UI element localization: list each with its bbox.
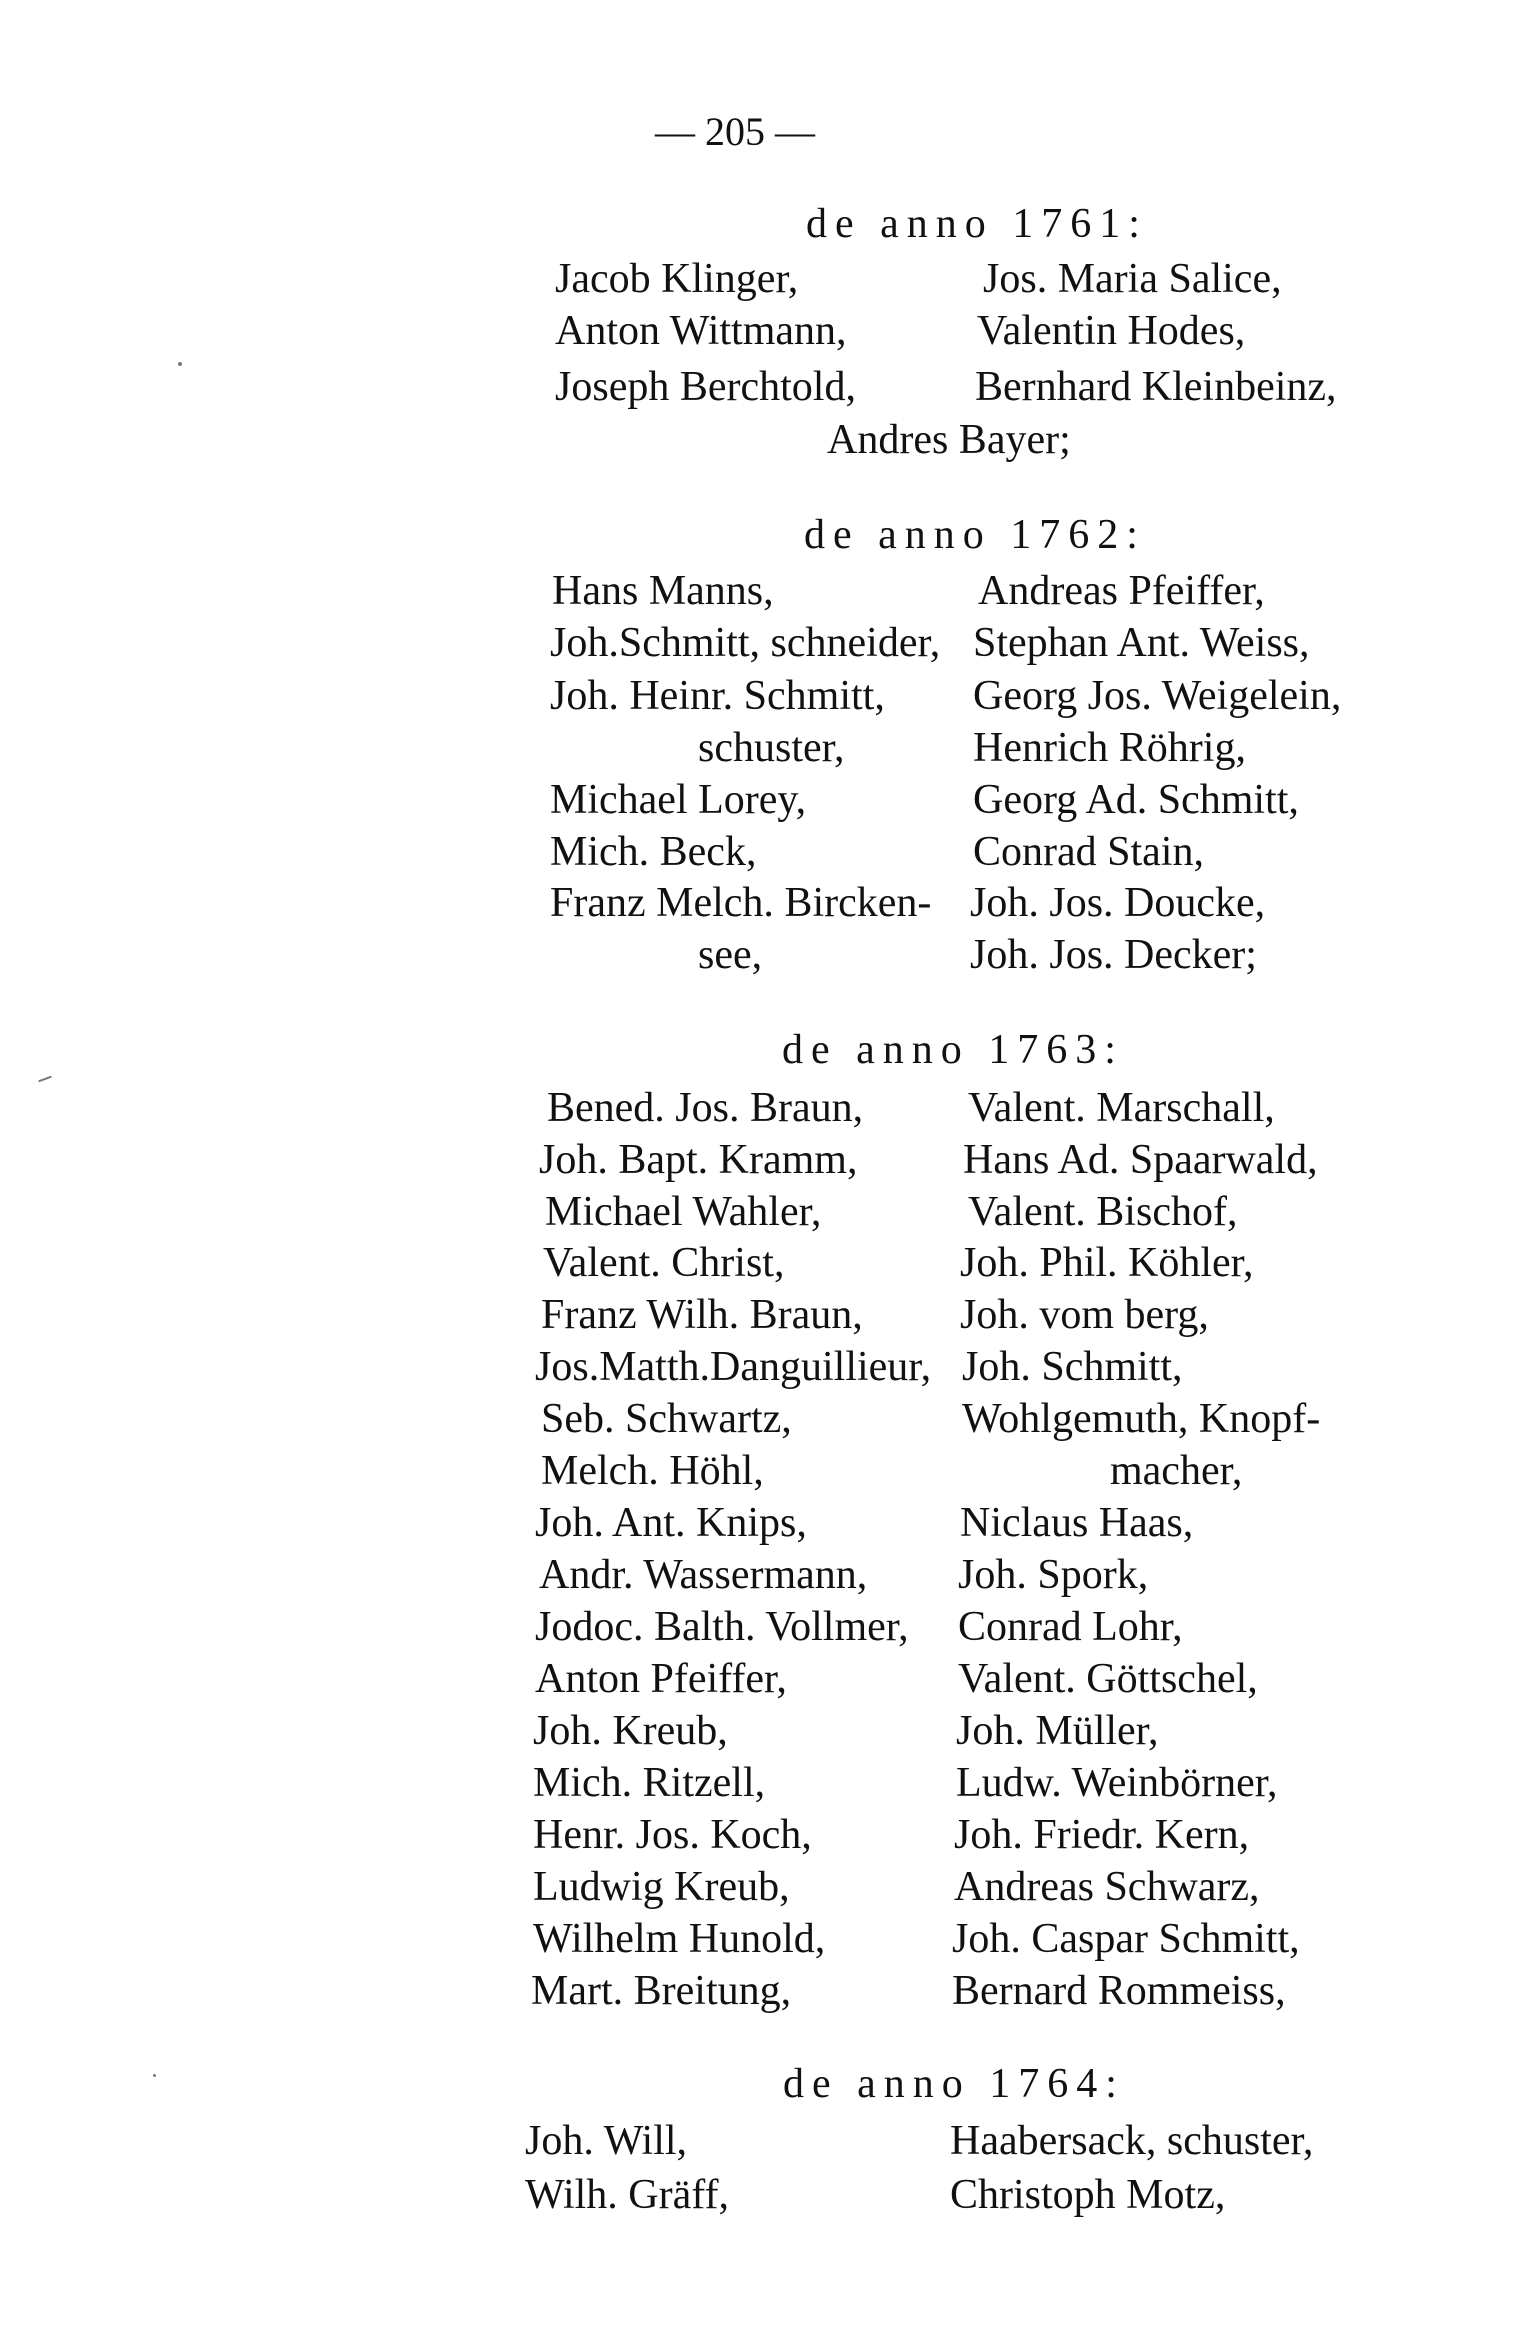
name-entry: Joh. vom berg,: [960, 1292, 1209, 1338]
scan-speck: [178, 362, 182, 366]
name-entry: Wilh. Gräff,: [525, 2172, 729, 2218]
name-entry: Andreas Pfeiffer,: [978, 568, 1265, 614]
name-entry: Valent. Marschall,: [968, 1085, 1275, 1131]
name-entry: Joh. Jos. Doucke,: [970, 880, 1266, 926]
name-entry: Joh. Ant. Knips,: [535, 1500, 807, 1546]
name-entry: Mart. Breitung,: [531, 1968, 792, 2014]
name-entry: Bened. Jos. Braun,: [547, 1085, 864, 1131]
name-entry: macher,: [1110, 1448, 1243, 1494]
section-heading-1764: de anno 1764:: [783, 2061, 1125, 2107]
name-entry: Joh. Kreub,: [533, 1708, 728, 1754]
name-entry: Valent. Christ,: [543, 1240, 785, 1286]
scan-speck: [153, 2074, 156, 2077]
name-entry: Haabersack, schuster,: [950, 2118, 1314, 2164]
name-entry: Bernard Rommeiss,: [952, 1968, 1286, 2014]
name-entry: Joh. Bapt. Kramm,: [539, 1137, 858, 1183]
name-entry: Georg Ad. Schmitt,: [973, 777, 1299, 823]
name-entry: Bernhard Kleinbeinz,: [975, 364, 1337, 410]
name-entry: Franz Wilh. Braun,: [541, 1292, 863, 1338]
name-entry: Joh. Heinr. Schmitt,: [550, 673, 885, 719]
name-entry: Joh. Spork,: [958, 1552, 1149, 1598]
name-entry: Joh.Schmitt, schneider,: [550, 620, 941, 666]
name-entry: schuster,: [698, 725, 845, 771]
name-entry: see,: [698, 932, 763, 978]
section-heading-1762: de anno 1762:: [804, 512, 1146, 558]
name-entry: Conrad Stain,: [973, 829, 1204, 875]
name-entry: Stephan Ant. Weiss,: [973, 620, 1310, 666]
name-entry: Seb. Schwartz,: [541, 1396, 792, 1442]
name-entry: Wohlgemuth, Knopf-: [962, 1396, 1321, 1442]
name-entry: Joseph Berchtold,: [555, 364, 856, 410]
name-entry: Jos. Maria Salice,: [983, 256, 1282, 302]
name-entry: Joh. Jos. Decker;: [970, 932, 1257, 978]
name-entry: Michael Wahler,: [545, 1189, 822, 1235]
name-entry: Andreas Schwarz,: [954, 1864, 1260, 1910]
name-entry: Wilhelm Hunold,: [533, 1916, 826, 1962]
name-entry: Mich. Ritzell,: [533, 1760, 766, 1806]
section-closing-entry: Andres Bayer;: [827, 417, 1071, 463]
page-number: — 205 —: [655, 109, 815, 154]
name-entry: Georg Jos. Weigelein,: [973, 673, 1342, 719]
name-entry: Niclaus Haas,: [960, 1500, 1194, 1546]
name-entry: Ludw. Weinbörner,: [956, 1760, 1278, 1806]
name-entry: Anton Wittmann,: [555, 308, 847, 354]
name-entry: Michael Lorey,: [550, 777, 807, 823]
name-entry: Joh. Friedr. Kern,: [954, 1812, 1250, 1858]
name-entry: Valentin Hodes,: [977, 308, 1246, 354]
name-entry: Joh. Will,: [525, 2118, 688, 2164]
section-heading-1763: de anno 1763:: [782, 1027, 1124, 1073]
section-heading-1761: de anno 1761:: [806, 201, 1148, 247]
name-entry: Henr. Jos. Koch,: [533, 1812, 812, 1858]
scan-speck: [38, 1076, 52, 1083]
name-entry: Jos.Matth.Danguillieur,: [535, 1344, 932, 1390]
name-entry: Joh. Müller,: [956, 1708, 1159, 1754]
name-entry: Jodoc. Balth. Vollmer,: [535, 1604, 909, 1650]
name-entry: Joh. Schmitt,: [962, 1344, 1183, 1390]
name-entry: Conrad Lohr,: [958, 1604, 1183, 1650]
name-entry: Hans Manns,: [552, 568, 774, 614]
name-entry: Franz Melch. Bircken-: [550, 880, 932, 926]
name-entry: Melch. Höhl,: [541, 1448, 764, 1494]
name-entry: Valent. Göttschel,: [958, 1656, 1258, 1702]
name-entry: Andr. Wassermann,: [539, 1552, 868, 1598]
name-entry: Joh. Phil. Köhler,: [960, 1240, 1254, 1286]
name-entry: Valent. Bischof,: [968, 1189, 1238, 1235]
name-entry: Ludwig Kreub,: [533, 1864, 790, 1910]
name-entry: Mich. Beck,: [550, 829, 757, 875]
name-entry: Joh. Caspar Schmitt,: [952, 1916, 1300, 1962]
name-entry: Anton Pfeiffer,: [535, 1656, 787, 1702]
name-entry: Jacob Klinger,: [555, 256, 799, 302]
name-entry: Henrich Röhrig,: [973, 725, 1246, 771]
name-entry: Christoph Motz,: [950, 2172, 1226, 2218]
name-entry: Hans Ad. Spaarwald,: [963, 1137, 1318, 1183]
